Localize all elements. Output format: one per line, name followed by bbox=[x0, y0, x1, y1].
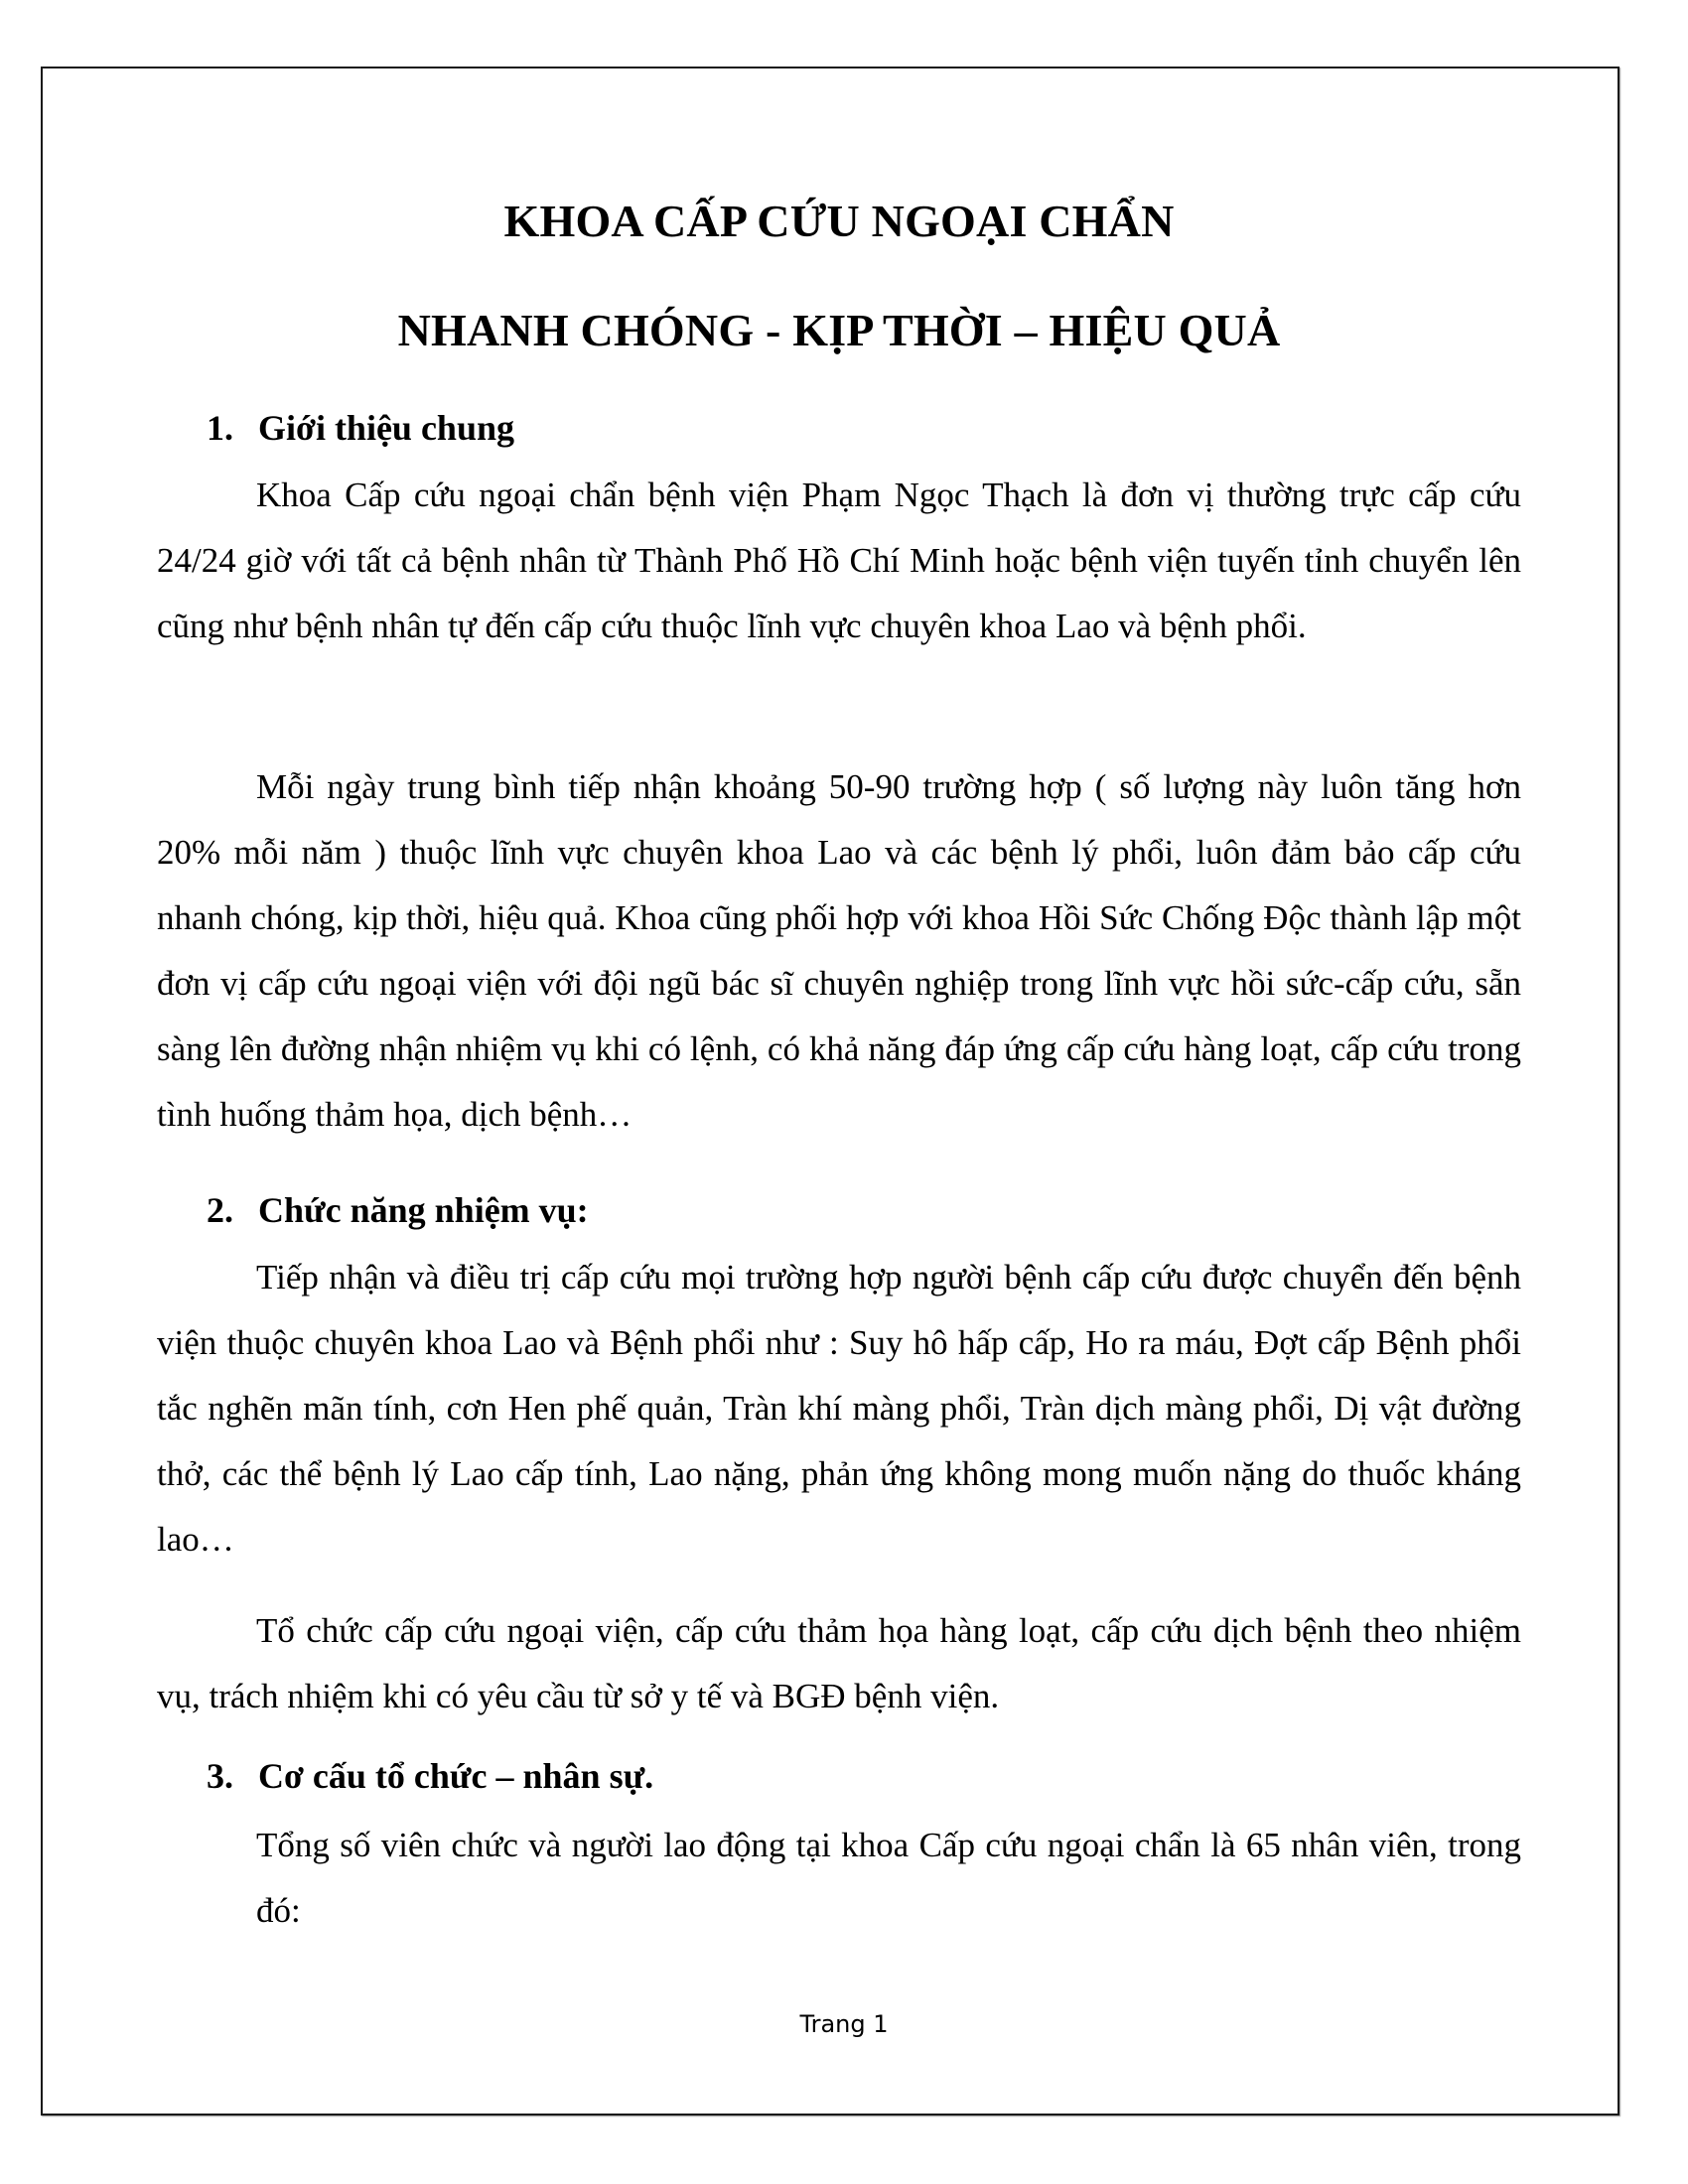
paragraph-duties-2: Tổ chức cấp cứu ngoại viện, cấp cứu thảm họa hàng loạt, cấp cứu dịch bệnh theo nhiệm vụ, trách nhiệm khi có yêu cầu từ sở y tế và BGĐ bệnh viện. bbox=[157, 1611, 1521, 1715]
section-heading-1 bbox=[207, 407, 514, 449]
section-title: Chức năng nhiệm vụ: bbox=[258, 1190, 589, 1230]
section-number: 1. bbox=[207, 408, 233, 448]
paragraph-intro-1: Khoa Cấp cứu ngoại chẩn bệnh viện Phạm Ngọc Thạch là đơn vị thường trực cấp cứu 24/24 giờ với tất cả bệnh nhân từ Thành Phố Hồ Chí Minh hoặc bệnh viện tuyến tỉnh chuyển lên cũng như bệnh nhân tự đến cấp cứu thuộc lĩnh vực chuyên khoa Lao và bệnh phổi. bbox=[157, 476, 1521, 645]
paragraph-intro-2: Mỗi ngày trung bình tiếp nhận khoảng 50-90 trường hợp ( số lượng này luôn tăng hơn 20% mỗi năm ) thuộc lĩnh vực chuyên khoa Lao và các bệnh lý phổi, luôn đảm bảo cấp cứu nhanh chóng, kịp thời, hiệu quả. Khoa cũng phối hợp với khoa Hồi Sức Chống Độc thành lập một đơn vị cấp cứu ngoại viện với đội ngũ bác sĩ chuyên nghiệp trong lĩnh vực hồi sức-cấp cứu, sẵn sàng lên đường nhận nhiệm vụ khi có lệnh, có khả năng đáp ứng cấp cứu hàng loạt, cấp cứu trong tình huống thảm họa, dịch bệnh… bbox=[157, 767, 1521, 1134]
document-slogan: NHANH CHÓNG - KỊP THỜI – HIỆU QUẢ bbox=[397, 305, 1281, 355]
section-heading-2 bbox=[207, 1189, 589, 1231]
page-number: Trang 1 bbox=[799, 2010, 889, 2038]
section-title: Cơ cấu tổ chức – nhân sự. bbox=[258, 1756, 654, 1796]
paragraph-staff: Tổng số viên chức và người lao động tại khoa Cấp cứu ngoại chẩn là 65 nhân viên, trong đó: bbox=[256, 1826, 1521, 1930]
section-heading-3 bbox=[207, 1755, 653, 1797]
section-number: 2. bbox=[207, 1190, 233, 1230]
section-title: Giới thiệu chung bbox=[258, 408, 514, 448]
section-number: 3. bbox=[207, 1756, 233, 1796]
paragraph-duties-1: Tiếp nhận và điều trị cấp cứu mọi trường hợp người bệnh cấp cứu được chuyển đến bệnh viện thuộc chuyên khoa Lao và Bệnh phổi như : Suy hô hấp cấp, Ho ra máu, Đợt cấp Bệnh phổi tắc nghẽn mãn tính, cơn Hen phế quản, Tràn khí màng phổi, Tràn dịch màng phổi, Dị vật đường thở, các thể bệnh lý Lao cấp tính, Lao nặng, phản ứng không mong muốn nặng do thuốc kháng lao… bbox=[157, 1258, 1521, 1559]
document-title: KHOA CẤP CỨU NGOẠI CHẨN bbox=[503, 196, 1175, 246]
